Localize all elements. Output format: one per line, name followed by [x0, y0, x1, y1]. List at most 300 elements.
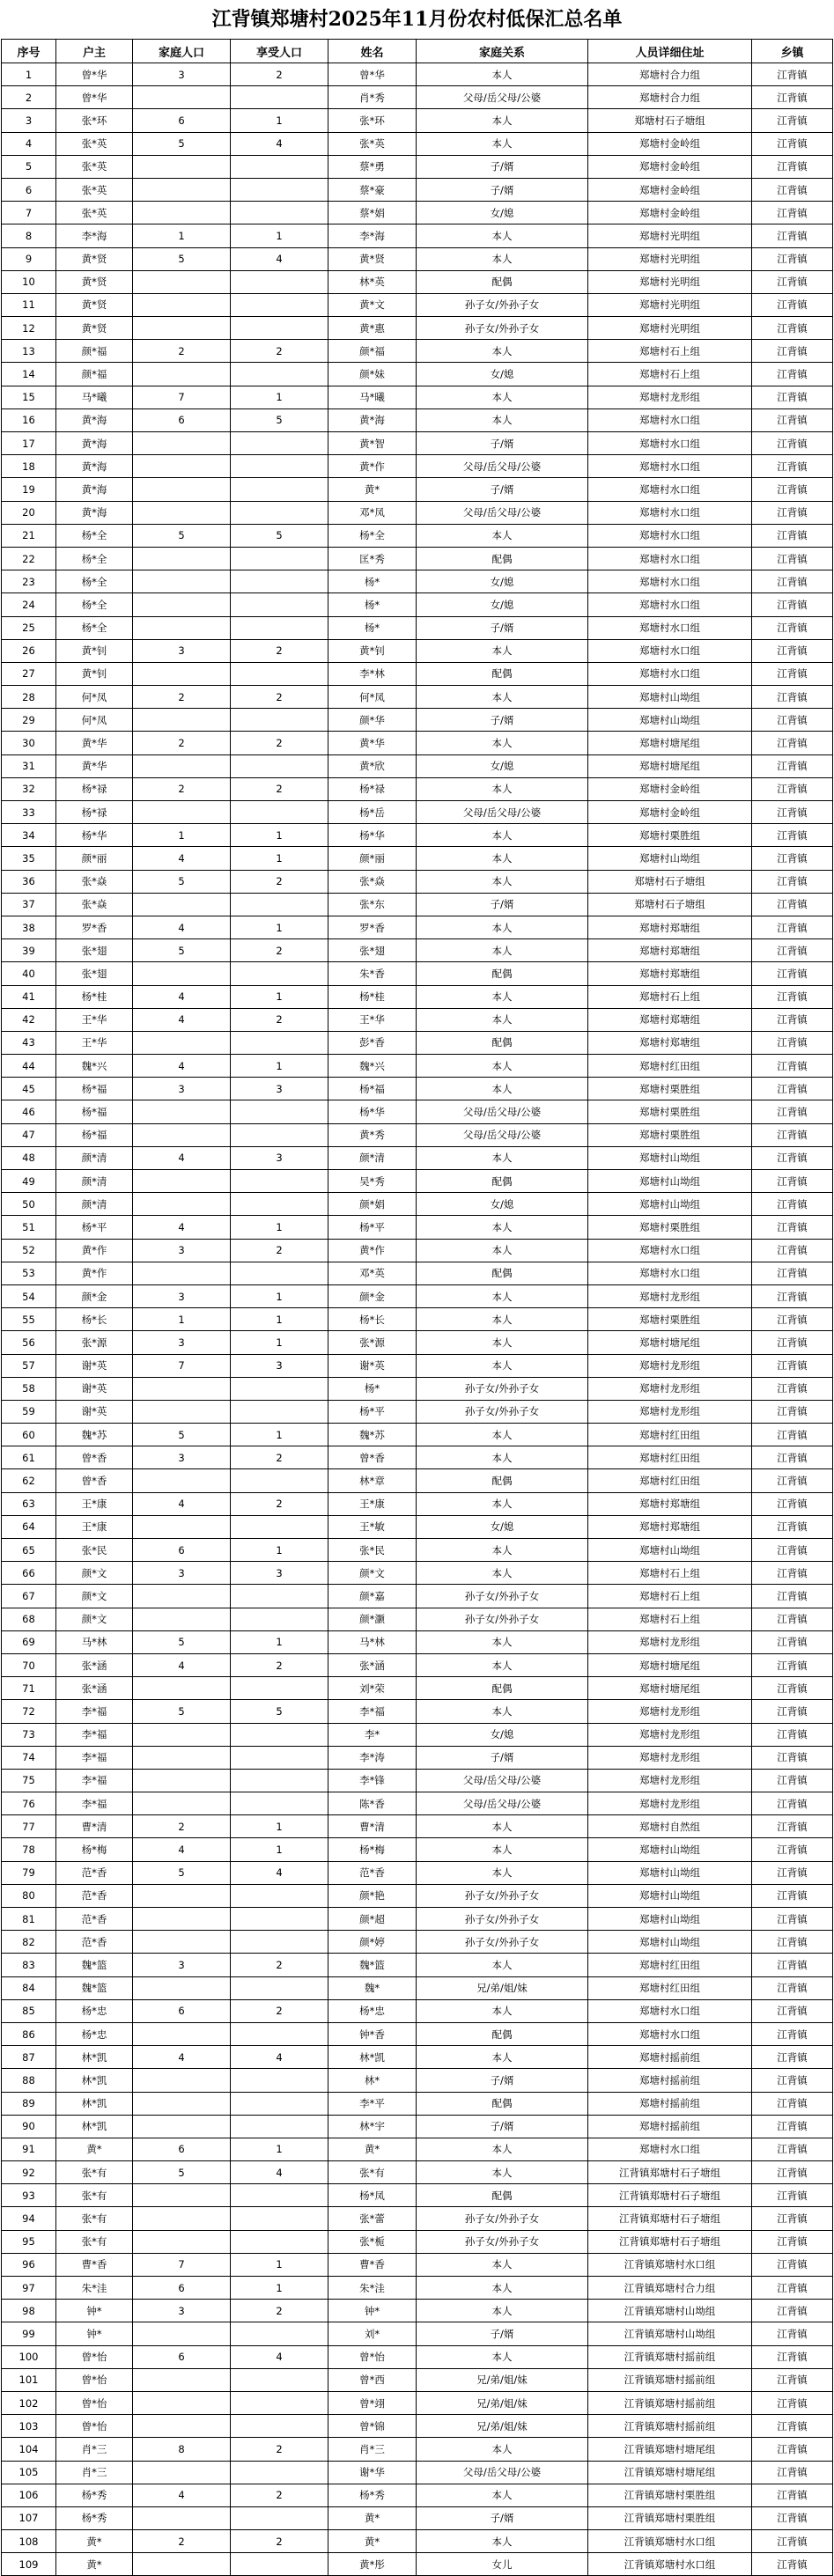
beneficiary-count-cell: 1 [231, 109, 328, 132]
index-cell: 97 [2, 2277, 56, 2300]
relation-cell: 本人 [417, 1653, 588, 1676]
table-row [2, 1469, 833, 1492]
householder-cell: 范*香 [56, 1931, 133, 1954]
family-size-cell [133, 893, 231, 916]
family-size-cell: 3 [133, 2300, 231, 2322]
table-row [2, 1884, 833, 1907]
name-cell: 蔡*豪 [328, 178, 417, 201]
beneficiary-count-cell [231, 2368, 328, 2391]
index-cell: 4 [2, 132, 56, 155]
family-size-cell [133, 2415, 231, 2438]
table-row [2, 777, 833, 800]
table-row [2, 870, 833, 893]
beneficiary-count-cell [231, 501, 328, 524]
township-cell: 江背镇 [752, 639, 833, 662]
beneficiary-count-cell [231, 547, 328, 570]
name-cell: 杨*凤 [328, 2184, 417, 2207]
address-cell: 郑塘村光明组 [588, 293, 752, 316]
index-cell: 22 [2, 547, 56, 570]
index-cell: 16 [2, 408, 56, 431]
township-cell: 江背镇 [752, 1677, 833, 1700]
table-row [2, 1861, 833, 1884]
address-cell: 江背镇郑塘村石子塘组 [588, 2184, 752, 2207]
householder-cell: 曾*华 [56, 63, 133, 86]
index-cell: 1 [2, 63, 56, 86]
name-cell: 林*英 [328, 270, 417, 293]
beneficiary-count-cell [231, 709, 328, 732]
family-size-cell: 2 [133, 1815, 231, 1838]
index-cell: 88 [2, 2069, 56, 2092]
name-cell: 颜*娟 [328, 1193, 417, 1216]
family-size-cell [133, 962, 231, 985]
index-cell: 103 [2, 2415, 56, 2438]
township-cell: 江背镇 [752, 2415, 833, 2438]
relation-cell: 本人 [417, 1999, 588, 2022]
relation-cell: 子/婿 [417, 478, 588, 501]
index-cell: 13 [2, 340, 56, 363]
address-cell: 郑塘村水口组 [588, 593, 752, 616]
township-cell: 江背镇 [752, 593, 833, 616]
family-size-cell: 5 [133, 524, 231, 547]
family-size-cell [133, 801, 231, 824]
table-row [2, 639, 833, 662]
table-row [2, 109, 833, 132]
township-cell: 江背镇 [752, 1999, 833, 2022]
table-row [2, 2046, 833, 2069]
beneficiary-count-cell [231, 1908, 328, 1931]
relation-cell: 本人 [417, 1446, 588, 1469]
index-cell: 54 [2, 1284, 56, 1307]
name-cell: 马*林 [328, 1630, 417, 1653]
beneficiary-count-cell [231, 317, 328, 340]
name-cell: 黄* [328, 2530, 417, 2553]
index-cell: 92 [2, 2161, 56, 2184]
beneficiary-count-cell [231, 754, 328, 777]
beneficiary-count-cell [231, 2022, 328, 2045]
table-row [2, 270, 833, 293]
beneficiary-count-cell: 2 [231, 340, 328, 363]
name-cell: 魏* [328, 1976, 417, 1999]
table-row [2, 293, 833, 316]
township-cell: 江背镇 [752, 178, 833, 201]
table-row [2, 1838, 833, 1861]
index-cell: 53 [2, 1262, 56, 1284]
address-cell: 郑塘村山坳组 [588, 1838, 752, 1861]
table-row [2, 1055, 833, 1078]
index-cell: 5 [2, 155, 56, 178]
table-row [2, 1170, 833, 1193]
householder-cell: 马*曦 [56, 386, 133, 408]
family-size-cell [133, 317, 231, 340]
index-cell: 41 [2, 985, 56, 1008]
relation-cell: 本人 [417, 916, 588, 938]
address-cell: 郑塘村红田组 [588, 1055, 752, 1078]
township-cell: 江背镇 [752, 2138, 833, 2160]
address-cell: 郑塘村山坳组 [588, 1861, 752, 1884]
name-cell: 张*源 [328, 1331, 417, 1354]
beneficiary-count-cell [231, 2461, 328, 2484]
relation-cell: 本人 [417, 1354, 588, 1377]
township-cell: 江背镇 [752, 2368, 833, 2391]
relation-cell: 配偶 [417, 547, 588, 570]
beneficiary-count-cell: 3 [231, 1146, 328, 1169]
index-cell: 29 [2, 709, 56, 732]
relation-cell: 本人 [417, 847, 588, 870]
name-cell: 曾*华 [328, 63, 417, 86]
address-cell: 郑塘村水口组 [588, 478, 752, 501]
name-cell: 蔡*娟 [328, 202, 417, 224]
address-cell: 郑塘村摇前组 [588, 2069, 752, 2092]
address-cell: 郑塘村栗胜组 [588, 1216, 752, 1239]
township-cell: 江背镇 [752, 1331, 833, 1354]
township-cell: 江背镇 [752, 1630, 833, 1653]
township-cell: 江背镇 [752, 109, 833, 132]
address-cell: 江背镇郑塘村石子塘组 [588, 2161, 752, 2184]
relation-cell: 配偶 [417, 1469, 588, 1492]
name-cell: 杨* [328, 616, 417, 639]
address-cell: 郑塘村红田组 [588, 1446, 752, 1469]
family-size-cell: 3 [133, 1239, 231, 1262]
table-row [2, 709, 833, 732]
table-row [2, 1562, 833, 1585]
name-cell: 张*栀 [328, 2230, 417, 2253]
relation-cell: 本人 [417, 1700, 588, 1723]
name-cell: 黄*文 [328, 293, 417, 316]
name-cell: 范*香 [328, 1861, 417, 1884]
township-cell: 江背镇 [752, 1908, 833, 1931]
householder-cell: 林*凯 [56, 2046, 133, 2069]
index-cell: 48 [2, 1146, 56, 1169]
name-cell: 杨*禄 [328, 777, 417, 800]
beneficiary-count-cell: 2 [231, 1446, 328, 1469]
family-size-cell [133, 570, 231, 593]
township-cell: 江背镇 [752, 616, 833, 639]
table-row [2, 1284, 833, 1307]
table-row [2, 1677, 833, 1700]
beneficiary-count-cell [231, 662, 328, 685]
township-cell: 江背镇 [752, 777, 833, 800]
name-cell: 朱*香 [328, 962, 417, 985]
householder-cell: 曾*怡 [56, 2391, 133, 2414]
beneficiary-count-cell: 2 [231, 2438, 328, 2461]
township-cell: 江背镇 [752, 1424, 833, 1446]
township-cell: 江背镇 [752, 455, 833, 478]
family-size-cell: 6 [133, 1539, 231, 1562]
address-cell: 郑塘村郑塘组 [588, 962, 752, 985]
address-cell: 郑塘村山坳组 [588, 1146, 752, 1169]
householder-cell: 李*福 [56, 1746, 133, 1769]
table-row [2, 2253, 833, 2276]
township-cell: 江背镇 [752, 709, 833, 732]
family-size-cell: 3 [133, 1331, 231, 1354]
relation-cell: 配偶 [417, 662, 588, 685]
index-cell: 73 [2, 1723, 56, 1746]
name-cell: 匡*秀 [328, 547, 417, 570]
relation-cell: 本人 [417, 1284, 588, 1307]
name-cell: 李*福 [328, 1700, 417, 1723]
table-row [2, 317, 833, 340]
name-cell: 颜*丽 [328, 847, 417, 870]
township-cell: 江背镇 [752, 501, 833, 524]
relation-cell: 本人 [417, 1239, 588, 1262]
householder-cell: 曾*华 [56, 86, 133, 109]
householder-cell: 李*福 [56, 1723, 133, 1746]
name-cell: 曹*香 [328, 2253, 417, 2276]
name-cell: 张*涵 [328, 1653, 417, 1676]
relation-cell: 兄/弟/姐/妹 [417, 2415, 588, 2438]
address-cell: 郑塘村红田组 [588, 1469, 752, 1492]
address-cell: 郑塘村栗胜组 [588, 1100, 752, 1123]
index-cell: 107 [2, 2506, 56, 2529]
householder-cell: 魏*篮 [56, 1976, 133, 1999]
table-row [2, 2138, 833, 2160]
householder-cell: 王*康 [56, 1492, 133, 1515]
header-family-size: 家庭人口 [133, 40, 231, 63]
family-size-cell [133, 1884, 231, 1907]
family-size-cell: 6 [133, 109, 231, 132]
family-size-cell: 6 [133, 2345, 231, 2368]
index-cell: 37 [2, 893, 56, 916]
township-cell: 江背镇 [752, 1078, 833, 1100]
householder-cell: 朱*洼 [56, 2277, 133, 2300]
family-size-cell: 5 [133, 1700, 231, 1723]
name-cell: 杨*福 [328, 1078, 417, 1100]
relation-cell: 本人 [417, 224, 588, 247]
relation-cell: 本人 [417, 109, 588, 132]
township-cell: 江背镇 [752, 824, 833, 847]
householder-cell: 曾*怡 [56, 2415, 133, 2438]
name-cell: 王*华 [328, 1008, 417, 1031]
index-cell: 85 [2, 1999, 56, 2022]
name-cell: 黄* [328, 2506, 417, 2529]
householder-cell: 曾*香 [56, 1469, 133, 1492]
name-cell: 杨* [328, 1377, 417, 1400]
relation-cell: 父母/岳父母/公婆 [417, 86, 588, 109]
index-cell: 35 [2, 847, 56, 870]
householder-cell: 黄*贤 [56, 270, 133, 293]
relation-cell: 配偶 [417, 2022, 588, 2045]
address-cell: 郑塘村水口组 [588, 1262, 752, 1284]
index-cell: 39 [2, 939, 56, 962]
index-cell: 42 [2, 1008, 56, 1031]
name-cell: 李*锋 [328, 1769, 417, 1792]
address-cell: 江背镇郑塘村山坳组 [588, 2300, 752, 2322]
beneficiary-count-cell [231, 363, 328, 386]
table-row [2, 1123, 833, 1146]
index-cell: 64 [2, 1515, 56, 1538]
township-cell: 江背镇 [752, 2300, 833, 2322]
index-cell: 105 [2, 2461, 56, 2484]
householder-cell: 肖*三 [56, 2438, 133, 2461]
householder-cell: 颜*丽 [56, 847, 133, 870]
township-cell: 江背镇 [752, 1653, 833, 1676]
table-row [2, 1193, 833, 1216]
householder-cell: 何*凤 [56, 686, 133, 709]
index-cell: 80 [2, 1884, 56, 1907]
address-cell: 郑塘村栗胜组 [588, 1123, 752, 1146]
relation-cell: 本人 [417, 732, 588, 754]
township-cell: 江背镇 [752, 1193, 833, 1216]
family-size-cell: 6 [133, 2277, 231, 2300]
township-cell: 江背镇 [752, 2277, 833, 2300]
township-cell: 江背镇 [752, 270, 833, 293]
name-cell: 黄*智 [328, 432, 417, 455]
householder-cell: 黄*华 [56, 754, 133, 777]
index-cell: 81 [2, 1908, 56, 1931]
family-size-cell: 4 [133, 1055, 231, 1078]
address-cell: 郑塘村金岭组 [588, 202, 752, 224]
table-row [2, 1746, 833, 1769]
relation-cell: 本人 [417, 1838, 588, 1861]
name-cell: 谢*华 [328, 2461, 417, 2484]
relation-cell: 女/媳 [417, 1723, 588, 1746]
family-size-cell [133, 178, 231, 201]
householder-cell: 张*翅 [56, 939, 133, 962]
table-row [2, 2184, 833, 2207]
householder-cell: 肖*三 [56, 2461, 133, 2484]
township-cell: 江背镇 [752, 524, 833, 547]
relation-cell: 父母/岳父母/公婆 [417, 1123, 588, 1146]
beneficiary-count-cell: 1 [231, 386, 328, 408]
township-cell: 江背镇 [752, 1954, 833, 1976]
name-cell: 刘*荣 [328, 1677, 417, 1700]
address-cell: 郑塘村光明组 [588, 247, 752, 270]
header-row [2, 40, 833, 63]
address-cell: 郑塘村红田组 [588, 1424, 752, 1446]
table-row [2, 2207, 833, 2230]
family-size-cell [133, 1976, 231, 1999]
householder-cell: 杨*秀 [56, 2484, 133, 2506]
table-row [2, 86, 833, 109]
township-cell: 江背镇 [752, 1377, 833, 1400]
name-cell: 颜*婷 [328, 1931, 417, 1954]
table-row [2, 1515, 833, 1538]
family-size-cell [133, 2368, 231, 2391]
beneficiary-count-cell: 2 [231, 777, 328, 800]
beneficiary-count-cell [231, 1931, 328, 1954]
family-size-cell [133, 270, 231, 293]
table-row [2, 63, 833, 86]
index-cell: 47 [2, 1123, 56, 1146]
householder-cell: 颜*文 [56, 1608, 133, 1630]
beneficiary-count-cell: 5 [231, 1700, 328, 1723]
family-size-cell: 7 [133, 386, 231, 408]
name-cell: 张*英 [328, 132, 417, 155]
township-cell: 江背镇 [752, 1884, 833, 1907]
table-row [2, 1792, 833, 1815]
relation-cell: 本人 [417, 1146, 588, 1169]
beneficiary-count-cell [231, 270, 328, 293]
relation-cell: 父母/岳父母/公婆 [417, 455, 588, 478]
beneficiary-count-cell [231, 1585, 328, 1608]
householder-cell: 杨*秀 [56, 2506, 133, 2529]
address-cell: 郑塘村水口组 [588, 501, 752, 524]
table-row [2, 2438, 833, 2461]
table-row [2, 1354, 833, 1377]
family-size-cell [133, 2207, 231, 2230]
beneficiary-count-cell: 1 [231, 224, 328, 247]
name-cell: 魏*篮 [328, 1954, 417, 1976]
header-address: 人员详细住址 [588, 40, 752, 63]
relation-cell: 本人 [417, 1562, 588, 1585]
relation-cell: 本人 [417, 1861, 588, 1884]
family-size-cell: 5 [133, 939, 231, 962]
beneficiary-count-cell: 1 [231, 1055, 328, 1078]
index-cell: 83 [2, 1954, 56, 1976]
index-cell: 90 [2, 2115, 56, 2138]
family-size-cell: 4 [133, 916, 231, 938]
name-cell: 颜*灏 [328, 1608, 417, 1630]
beneficiary-count-cell: 2 [231, 639, 328, 662]
index-cell: 10 [2, 270, 56, 293]
householder-cell: 范*香 [56, 1861, 133, 1884]
township-cell: 江背镇 [752, 2092, 833, 2115]
index-cell: 69 [2, 1630, 56, 1653]
table-row [2, 2415, 833, 2438]
family-size-cell [133, 2115, 231, 2138]
index-cell: 68 [2, 1608, 56, 1630]
name-cell: 颜*金 [328, 1284, 417, 1307]
index-cell: 98 [2, 2300, 56, 2322]
name-cell: 黄*华 [328, 732, 417, 754]
table-row [2, 1931, 833, 1954]
householder-cell: 颜*清 [56, 1170, 133, 1193]
township-cell: 江背镇 [752, 2530, 833, 2553]
name-cell: 肖*秀 [328, 86, 417, 109]
householder-cell: 杨*桂 [56, 985, 133, 1008]
beneficiary-count-cell: 2 [231, 2484, 328, 2506]
beneficiary-count-cell: 2 [231, 1954, 328, 1976]
beneficiary-count-cell [231, 1100, 328, 1123]
address-cell: 郑塘村自然组 [588, 1815, 752, 1838]
table-row [2, 1954, 833, 1976]
family-size-cell [133, 709, 231, 732]
family-size-cell [133, 754, 231, 777]
beneficiary-count-cell: 1 [231, 916, 328, 938]
beneficiary-count-cell: 4 [231, 1861, 328, 1884]
table-row [2, 662, 833, 685]
beneficiary-count-cell [231, 455, 328, 478]
relation-cell: 本人 [417, 939, 588, 962]
family-size-cell: 4 [133, 2484, 231, 2506]
name-cell: 颜*文 [328, 1562, 417, 1585]
index-cell: 108 [2, 2530, 56, 2553]
table-row [2, 1262, 833, 1284]
relation-cell: 子/婿 [417, 616, 588, 639]
table-row [2, 340, 833, 363]
table-row [2, 363, 833, 386]
township-cell: 江背镇 [752, 363, 833, 386]
table-row [2, 132, 833, 155]
beneficiary-count-cell: 2 [231, 732, 328, 754]
relation-cell: 父母/岳父母/公婆 [417, 1769, 588, 1792]
householder-cell: 李*福 [56, 1700, 133, 1723]
family-size-cell [133, 1193, 231, 1216]
beneficiary-count-cell: 4 [231, 247, 328, 270]
index-cell: 56 [2, 1331, 56, 1354]
table-row [2, 2506, 833, 2529]
index-cell: 104 [2, 2438, 56, 2461]
township-cell: 江背镇 [752, 1055, 833, 1078]
beneficiary-count-cell: 1 [231, 1216, 328, 1239]
address-cell: 郑塘村水口组 [588, 455, 752, 478]
table-row [2, 2022, 833, 2045]
index-cell: 75 [2, 1769, 56, 1792]
beneficiary-count-cell [231, 1608, 328, 1630]
beneficiary-count-cell [231, 593, 328, 616]
township-cell: 江背镇 [752, 939, 833, 962]
address-cell: 郑塘村水口组 [588, 432, 752, 455]
